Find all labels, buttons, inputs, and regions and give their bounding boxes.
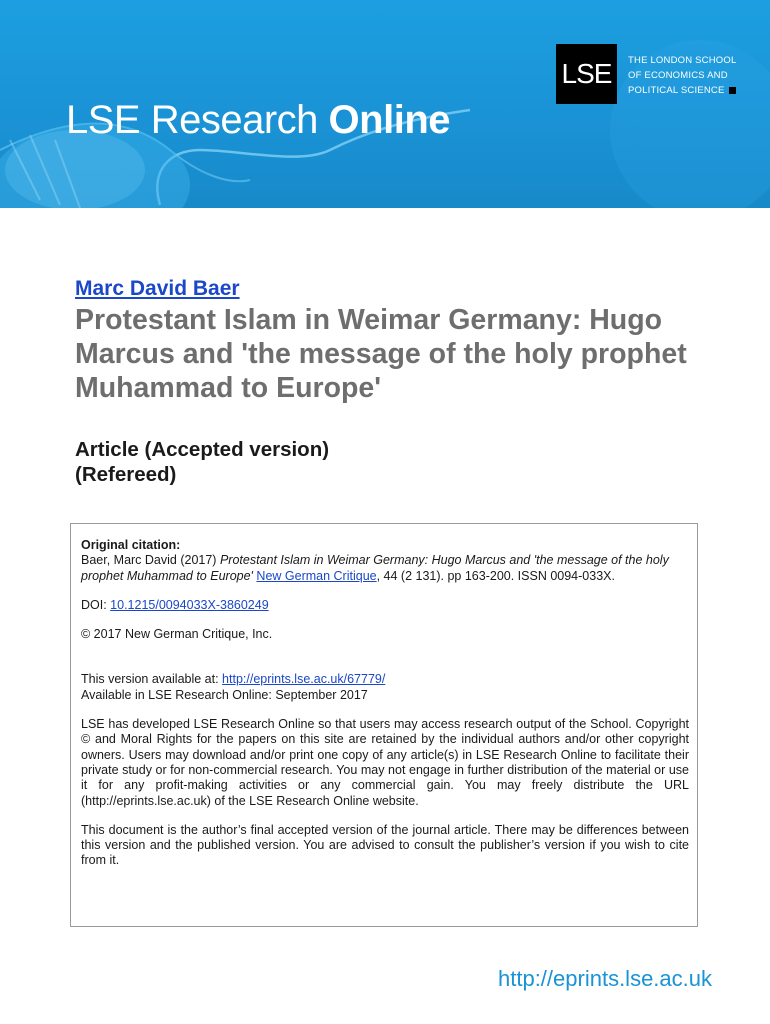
doi-line (81, 598, 689, 613)
citation-content (81, 538, 689, 869)
banner-title-bold: Online (328, 98, 450, 142)
journal-link[interactable]: New German Critique (256, 568, 377, 583)
available-label: This version available at: (81, 672, 223, 687)
banner-title-regular: LSE Research (66, 98, 318, 142)
school-name-line: THE LONDON SCHOOL (628, 55, 737, 66)
citation-text (81, 553, 689, 584)
rights-text: LSE has developed LSE Research Online so that users may access research output of the School. Copyright © and Moral Rights for the papers on this site are retained by the individual authors and/or other copyright owners. Users may download and/or print one copy of any article(s) in LSE Research Online to facilitate their private study or for non-commercial research. You may not engage in further distribution of the material or use it for any profit-making activities or any commercial gain. You may freely distribute the URL ( (81, 717, 689, 808)
school-name (628, 53, 736, 98)
rights-text-end: ) of the LSE Research Online website. (206, 793, 419, 808)
lse-logo (556, 44, 617, 104)
citation-work-title: Protestant Islam in Weimar Germany: Hugo Marcus and 'the message of the holy prophet Muhammad to Europe' (81, 553, 669, 583)
square-icon (729, 87, 736, 94)
school-name-line-text: POLITICAL SCIENCE (628, 85, 725, 96)
rights-paragraph (81, 717, 689, 809)
citation-details: , 44 (2 131). pp 163-200. ISSN 0094-033X. (376, 568, 615, 583)
school-name-line: OF ECONOMICS AND (628, 70, 728, 81)
header-banner (0, 0, 770, 208)
banner-title (66, 98, 450, 143)
eprint-link[interactable]: http://eprints.lse.ac.uk/67779/ (222, 672, 386, 687)
article-refereed: (Refereed) (75, 463, 177, 486)
available-date: Available in LSE Research Online: September 2017 (81, 687, 368, 702)
citation-heading: Original citation: (81, 538, 181, 552)
footer-url-link[interactable]: http://eprints.lse.ac.uk (498, 966, 712, 991)
article-title: Protestant Islam in Weimar Germany: Hugo Marcus and 'the message of the holy prophet Muhammad to Europe' (75, 304, 687, 404)
version-note: This document is the author’s final accepted version of the journal article. There may be differences between this version and the published version. You are advised to consult the publisher’s version if you wish to cite from it. (81, 822, 689, 868)
citation-authors: Baer, Marc David (2017) (81, 553, 220, 568)
rights-url: http://eprints.lse.ac.uk (85, 793, 207, 808)
lse-logo-text: LSE (561, 58, 612, 89)
school-name-line (628, 83, 736, 98)
author-link[interactable]: Marc David Baer (75, 277, 240, 300)
available-line (81, 672, 689, 687)
copyright-line: © 2017 New German Critique, Inc. (81, 627, 273, 642)
doi-link[interactable]: 10.1215/0094033X-3860249 (110, 597, 269, 612)
citation-box (70, 523, 698, 927)
article-version: Article (Accepted version) (75, 438, 330, 461)
doi-label: DOI: (81, 597, 111, 612)
article-type (75, 437, 329, 487)
